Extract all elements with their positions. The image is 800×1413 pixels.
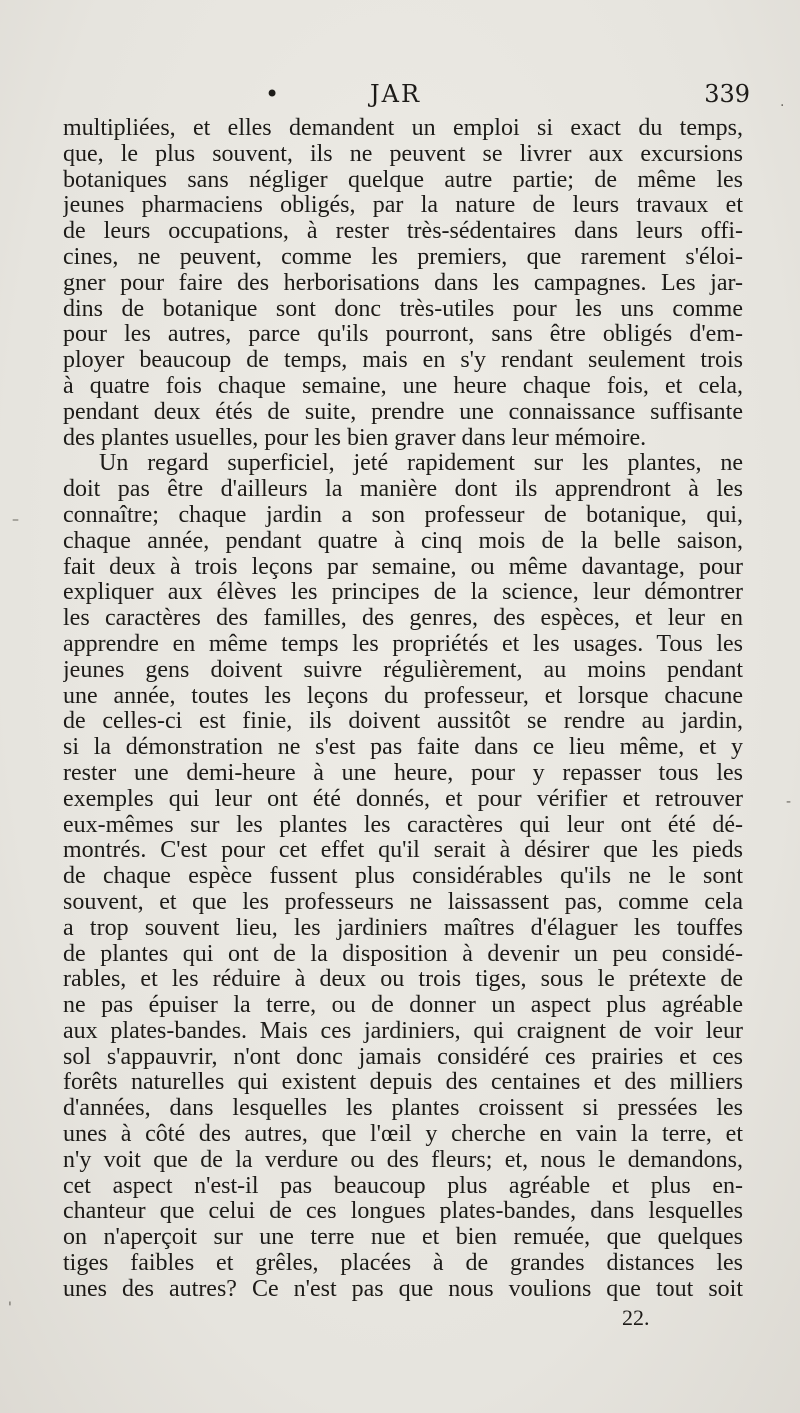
margin-dash-mark: - bbox=[786, 794, 792, 810]
text-line: gner pour faire des herborisations dans les campagnes. Les jar- bbox=[63, 270, 743, 296]
header-ornament: • bbox=[265, 80, 280, 108]
text-line: rester une demi-heure à une heure, pour y repasser tous les bbox=[63, 760, 743, 786]
running-head-title: JAR bbox=[370, 80, 422, 108]
text-line: dins de botanique sont donc très-utiles pour les uns comme bbox=[63, 296, 743, 322]
text-line: on n'aperçoit sur une terre nue et bien remuée, que quelques bbox=[63, 1225, 743, 1251]
text-line: de plantes qui ont de la disposition à devenir un peu considé- bbox=[63, 941, 743, 967]
text-line: pour les autres, parce qu'ils pourront, sans être obligés d'em- bbox=[63, 322, 743, 348]
text-line: les caractères des familles, des genres, des espèces, et leur en bbox=[63, 606, 743, 632]
text-line: doit pas être d'ailleurs la manière dont ils apprendront à les bbox=[63, 477, 743, 503]
text-line: botaniques sans négliger quelque autre partie; de même les bbox=[63, 167, 743, 193]
text-line: pendant deux étés de suite, prendre une connaissance suffisante bbox=[63, 399, 743, 425]
body-text bbox=[63, 116, 743, 1303]
paragraph-2 bbox=[63, 451, 743, 1302]
signature-mark: 22. bbox=[622, 1305, 650, 1330]
text-line: montrés. C'est pour cet effet qu'il serait à désirer que les pieds bbox=[63, 838, 743, 864]
text-line: multipliées, et elles demandent un emploi si exact du temps, bbox=[63, 116, 743, 141]
text-line: unes des autres? Ce n'est pas que nous voulions que tout soit bbox=[63, 1276, 743, 1302]
text-line: sol s'appauvrir, n'ont donc jamais considéré ces prairies et ces bbox=[63, 1044, 743, 1070]
text-line: aux plates-bandes. Mais ces jardiniers, qui craignent de voir leur bbox=[63, 1018, 743, 1044]
text-line: eux-mêmes sur les plantes les caractères qui leur ont été dé- bbox=[63, 812, 743, 838]
paragraph-1 bbox=[63, 116, 743, 451]
text-line: une année, toutes les leçons du professeur, et lorsque chacune bbox=[63, 683, 743, 709]
running-header bbox=[60, 80, 750, 116]
text-line: jeunes gens doivent suivre régulièrement, au moins pendant bbox=[63, 657, 743, 683]
text-line: souvent, et que les professeurs ne laissassent pas, comme cela bbox=[63, 889, 743, 915]
text-line: exemples qui leur ont été donnés, et pour vérifier et retrouver bbox=[63, 786, 743, 812]
text-line: de celles-ci est finie, ils doivent aussitôt se rendre au jardin, bbox=[63, 709, 743, 735]
text-line: Un regard superficiel, jeté rapidement sur les plantes, ne bbox=[99, 451, 743, 477]
text-line: expliquer aux élèves les principes de la science, leur démontrer bbox=[63, 580, 743, 606]
margin-dash-mark: – bbox=[12, 512, 19, 528]
text-line: chaque année, pendant quatre à cinq mois de la belle saison, bbox=[63, 528, 743, 554]
text-line: jeunes pharmaciens obligés, par la nature de leurs travaux et bbox=[63, 193, 743, 219]
text-line: ne pas épuiser la terre, ou de donner un aspect plus agréable bbox=[63, 993, 743, 1019]
text-line: tiges faibles et grêles, placées à de grandes distances les bbox=[63, 1251, 743, 1277]
margin-tick-mark: · bbox=[780, 98, 785, 114]
margin-tick-mark: ' bbox=[8, 1300, 12, 1316]
text-line: forêts naturelles qui existent depuis des centaines et des milliers bbox=[63, 1070, 743, 1096]
text-line: cines, ne peuvent, comme les premiers, que rarement s'éloi- bbox=[63, 244, 743, 270]
text-line: a trop souvent lieu, les jardiniers maîtres d'élaguer les touffes bbox=[63, 915, 743, 941]
text-line: chanteur que celui de ces longues plates-bandes, dans lesquelles bbox=[63, 1199, 743, 1225]
text-line: cet aspect n'est-il pas beaucoup plus agréable et plus en- bbox=[63, 1173, 743, 1199]
text-line: à quatre fois chaque semaine, une heure chaque fois, et cela, bbox=[63, 373, 743, 399]
text-line: de leurs occupations, à rester très-sédentaires dans leurs offi- bbox=[63, 219, 743, 245]
text-line: que, le plus souvent, ils ne peuvent se livrer aux excursions bbox=[63, 141, 743, 167]
text-line: des plantes usuelles, pour les bien graver dans leur mémoire. bbox=[63, 425, 647, 451]
page-number: 339 bbox=[704, 80, 750, 108]
text-line: ployer beaucoup de temps, mais en s'y rendant seulement trois bbox=[63, 348, 743, 374]
text-line: d'années, dans lesquelles les plantes croissent si pressées les bbox=[63, 1096, 743, 1122]
text-line: fait deux à trois leçons par semaine, ou même davantage, pour bbox=[63, 554, 743, 580]
text-line: connaître; chaque jardin a son professeur de botanique, qui, bbox=[63, 502, 743, 528]
text-line: n'y voit que de la verdure ou des fleurs; et, nous le demandons, bbox=[63, 1147, 743, 1173]
text-line: si la démonstration ne s'est pas faite dans ce lieu même, et y bbox=[63, 735, 743, 761]
text-line: de chaque espèce fussent plus considérables qu'ils ne le sont bbox=[63, 864, 743, 890]
text-line: rables, et les réduire à deux ou trois tiges, sous le prétexte de bbox=[63, 967, 743, 993]
text-line: apprendre en même temps les propriétés et les usages. Tous les bbox=[63, 631, 743, 657]
text-line: unes à côté des autres, que l'œil y cherche en vain la terre, et bbox=[63, 1122, 743, 1148]
